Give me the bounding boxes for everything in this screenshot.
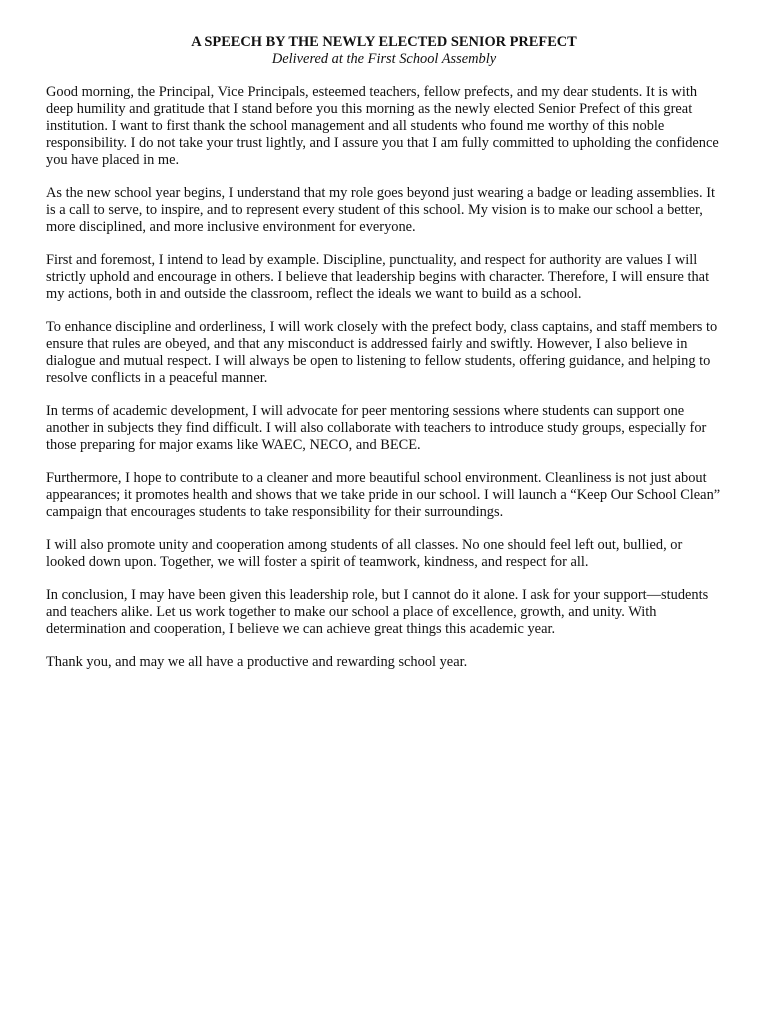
paragraph-conclusion: In conclusion, I may have been given this leadership role, but I cannot do it alone. I ask for your support—students and teachers alike. Let us work together to make our school a place of excellence, growth, and unity. With determination and cooperation, I believe we can achieve great things this academic year. — [46, 587, 709, 637]
paragraph-thanks: Thank you, and may we all have a productive and rewarding school year. — [46, 654, 468, 670]
document-page — [46, 34, 722, 687]
paragraph-role: As the new school year begins, I understand that my role goes beyond just wearing a badge or leading assemblies. It is a call to serve, to inspire, and to represent every student of this school. My vision is to make our school a better, more disciplined, and more inclusive environment for everyone. — [46, 185, 715, 235]
paragraph-academic: In terms of academic development, I will advocate for peer mentoring sessions where students can support one another in subjects they find difficult. I will also collaborate with teachers to introduce study groups, especially for those preparing for major exams like WAEC, NECO, and BECE. — [46, 403, 707, 453]
document-title: A SPEECH BY THE NEWLY ELECTED SENIOR PREFECT — [191, 34, 577, 50]
paragraph-greeting: Good morning, the Principal, Vice Principals, esteemed teachers, fellow prefects, and my dear students. It is with deep humility and gratitude that I stand before you this morning as the newly elected Senior Prefect of this great institution. I want to first thank the school management and all students who found me worthy of this noble responsibility. I do not take your trust lightly, and I assure you that I am fully committed to upholding the confidence you have placed in me. — [46, 84, 719, 168]
paragraph-example: First and foremost, I intend to lead by example. Discipline, punctuality, and respect for authority are values I will strictly uphold and encourage in others. I believe that leadership begins with character. Therefore, I will ensure that my actions, both in and outside the classroom, reflect the ideals we want to build as a school. — [46, 252, 710, 302]
document-subtitle: Delivered at the First School Assembly — [271, 51, 497, 67]
paragraph-discipline: To enhance discipline and orderliness, I will work closely with the prefect body, class captains, and staff members to ensure that rules are obeyed, and that any misconduct is addressed fairly and swiftly. However, I also believe in dialogue and mutual respect. I will always be open to listening to fellow students, offering guidance, and helping to resolve conflicts in a peaceful manner. — [46, 319, 718, 386]
paragraph-unity: I will also promote unity and cooperation among students of all classes. No one should feel left out, bullied, or looked down upon. Together, we will foster a spirit of teamwork, kindness, and respect for all. — [46, 537, 683, 570]
paragraph-cleanliness: Furthermore, I hope to contribute to a cleaner and more beautiful school environment. Cleanliness is not just about appearances; it promotes health and shows that we take pride in our school. I will launch a “Keep Our School Clean” campaign that encourages students to take responsibility for their surroundings. — [46, 470, 721, 520]
